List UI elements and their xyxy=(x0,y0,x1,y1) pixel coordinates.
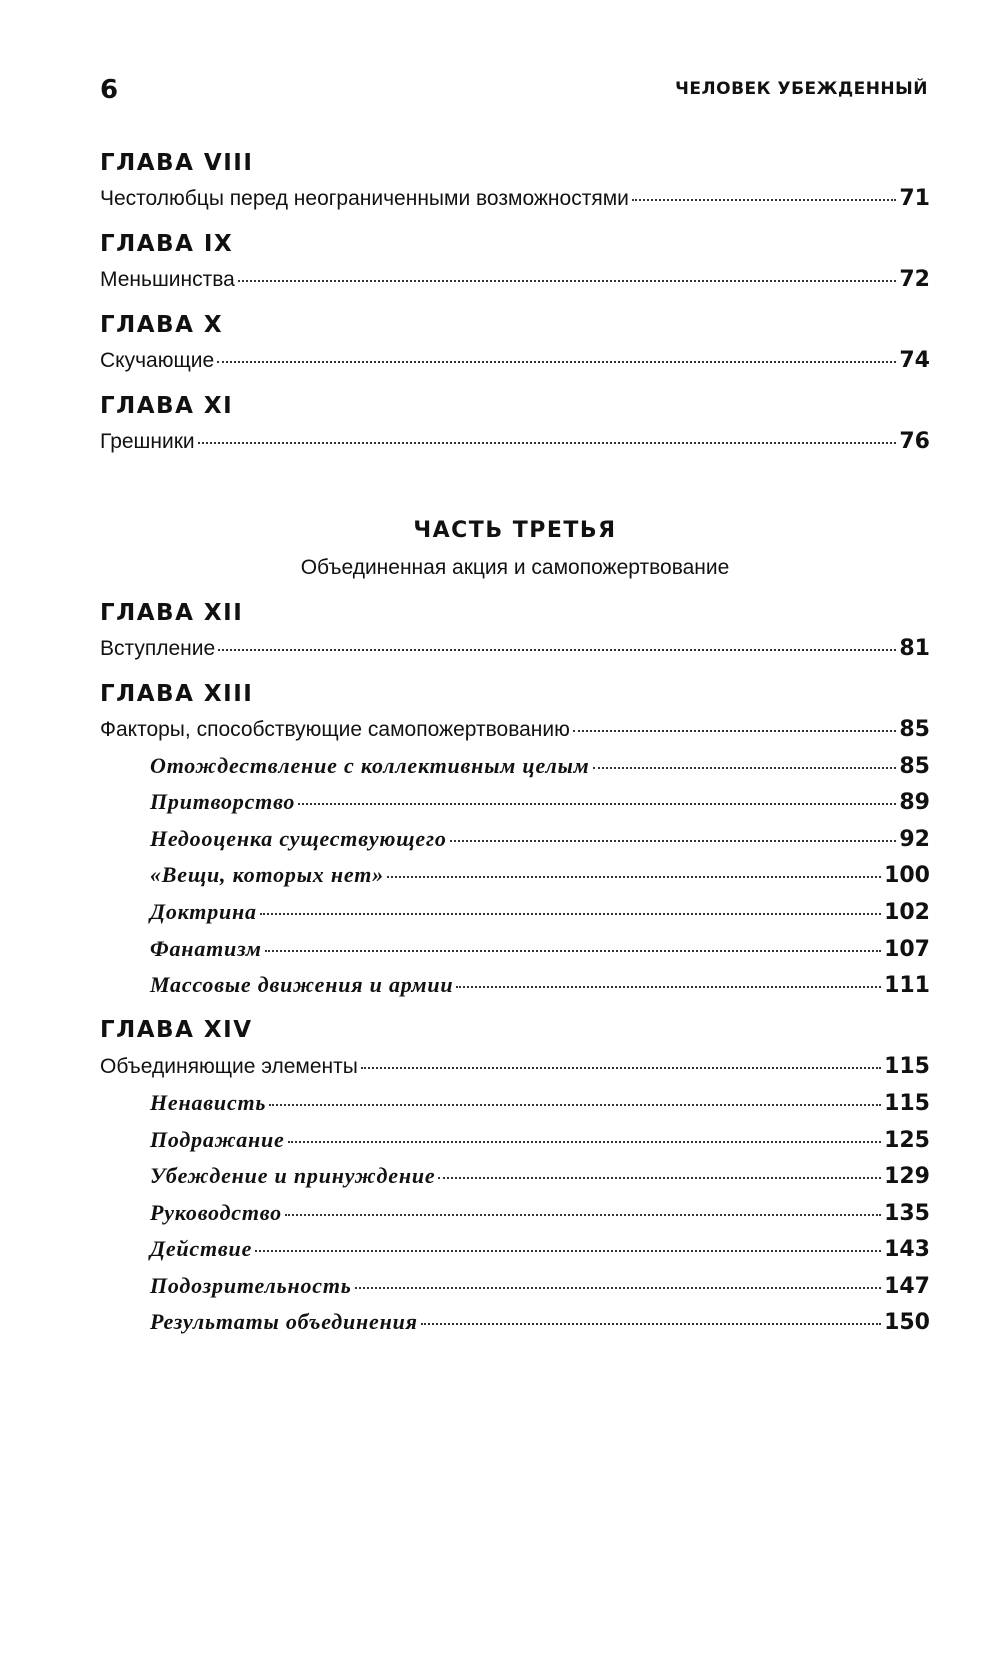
entry-title: Скучающие xyxy=(100,349,215,372)
chapter-heading-13: ГЛАВА XIII xyxy=(100,681,254,707)
toc-entry-chapter-12[interactable] xyxy=(100,636,930,661)
section-title: Фанатизм xyxy=(150,936,262,961)
dot-leader xyxy=(387,876,881,878)
page-ref: 111 xyxy=(884,973,930,998)
entry-title: Факторы, способствующие самопожертвованию xyxy=(100,718,570,741)
page-ref: 81 xyxy=(899,636,930,661)
dot-leader xyxy=(456,986,881,988)
chapter-heading-11: ГЛАВА XI xyxy=(100,393,234,419)
section-title: Массовые движения и армии xyxy=(150,972,454,997)
page-number: 6 xyxy=(100,75,119,105)
section-title: Притворство xyxy=(150,789,296,814)
dot-leader xyxy=(269,1104,881,1106)
dot-leader xyxy=(361,1067,881,1069)
toc-entry-chapter-14[interactable] xyxy=(100,1054,930,1079)
page-ref: 102 xyxy=(884,900,930,925)
dot-leader xyxy=(288,1141,881,1143)
part-subtitle: Объединенная акция и самопожертвование xyxy=(300,556,730,579)
toc-entry-chapter-13[interactable] xyxy=(100,717,930,742)
dot-leader xyxy=(255,1250,881,1252)
section-title: Действие xyxy=(150,1236,253,1261)
page-ref: 92 xyxy=(899,827,930,852)
page-ref: 76 xyxy=(899,429,930,454)
entry-title: Честолюбцы перед неограниченными возможностями xyxy=(100,187,629,210)
section-title: Подозрительность xyxy=(150,1273,352,1298)
dot-leader xyxy=(593,767,897,769)
dot-leader xyxy=(238,280,897,282)
running-head: ЧЕЛОВЕК УБЕЖДЕННЫЙ xyxy=(675,79,928,99)
toc-section-entry[interactable] xyxy=(150,1200,930,1226)
section-title: Убеждение и принуждение xyxy=(150,1163,436,1188)
section-title: Недооценка существующего xyxy=(150,826,447,851)
toc-section-entry[interactable] xyxy=(150,936,930,962)
entry-title: Вступление xyxy=(100,637,216,660)
toc-section-entry[interactable] xyxy=(150,1090,930,1116)
toc-entry-chapter-11[interactable] xyxy=(100,429,930,454)
page-ref: 129 xyxy=(884,1164,930,1189)
section-title: Ненависть xyxy=(150,1090,267,1115)
dot-leader xyxy=(355,1287,881,1289)
dot-leader xyxy=(198,442,897,444)
dot-leader xyxy=(285,1214,881,1216)
toc-section-entry[interactable] xyxy=(150,1236,930,1262)
toc-section-entry[interactable] xyxy=(150,899,930,925)
page-ref: 150 xyxy=(884,1310,930,1335)
dot-leader xyxy=(217,361,896,363)
toc-section-entry[interactable] xyxy=(150,862,930,888)
dot-leader xyxy=(298,803,896,805)
toc-section-entry[interactable] xyxy=(150,753,930,779)
page-ref: 125 xyxy=(884,1128,930,1153)
dot-leader xyxy=(260,913,881,915)
chapter-heading-9: ГЛАВА IX xyxy=(100,231,234,257)
section-title: Подражание xyxy=(150,1127,285,1152)
page-ref: 85 xyxy=(899,717,930,742)
page-ref: 74 xyxy=(899,348,930,373)
section-title: Доктрина xyxy=(150,899,257,924)
toc-section-entry[interactable] xyxy=(150,826,930,852)
dot-leader xyxy=(265,950,881,952)
entry-title: Грешники xyxy=(100,430,195,453)
toc-section-entry[interactable] xyxy=(150,972,930,998)
dot-leader xyxy=(632,199,897,201)
toc-section-entry[interactable] xyxy=(150,1127,930,1153)
page-ref: 115 xyxy=(884,1054,930,1079)
section-title: Отождествление с коллективным целым xyxy=(150,753,590,778)
page-ref: 115 xyxy=(884,1091,930,1116)
chapter-heading-8: ГЛАВА VIII xyxy=(100,150,254,176)
dot-leader xyxy=(218,649,896,651)
page-ref: 71 xyxy=(899,186,930,211)
page-ref: 89 xyxy=(899,790,930,815)
toc-section-entry[interactable] xyxy=(150,1163,930,1189)
toc-section-entry[interactable] xyxy=(150,789,930,815)
dot-leader xyxy=(573,730,897,732)
page-ref: 72 xyxy=(899,267,930,292)
page-ref: 85 xyxy=(899,754,930,779)
entry-title: Объединяющие элементы xyxy=(100,1055,358,1078)
toc-entry-chapter-9[interactable] xyxy=(100,267,930,292)
page-ref: 135 xyxy=(884,1201,930,1226)
chapter-heading-12: ГЛАВА XII xyxy=(100,600,244,626)
entry-title: Меньшинства xyxy=(100,268,235,291)
page-ref: 107 xyxy=(884,937,930,962)
dot-leader xyxy=(438,1177,881,1179)
part-title: ЧАСТЬ ТРЕТЬЯ xyxy=(413,518,617,543)
section-title: Результаты объединения xyxy=(150,1309,418,1334)
section-title: «Вещи, которых нет» xyxy=(150,862,384,887)
chapter-heading-10: ГЛАВА X xyxy=(100,312,224,338)
dot-leader xyxy=(450,840,897,842)
toc-section-entry[interactable] xyxy=(150,1309,930,1335)
toc-section-entry[interactable] xyxy=(150,1273,930,1299)
toc-entry-chapter-10[interactable] xyxy=(100,348,930,373)
dot-leader xyxy=(421,1323,881,1325)
page-ref: 147 xyxy=(884,1274,930,1299)
toc-entry-chapter-8[interactable] xyxy=(100,186,930,211)
page-ref: 143 xyxy=(884,1237,930,1262)
chapter-heading-14: ГЛАВА XIV xyxy=(100,1017,253,1043)
page-ref: 100 xyxy=(884,863,930,888)
section-title: Руководство xyxy=(150,1200,282,1225)
